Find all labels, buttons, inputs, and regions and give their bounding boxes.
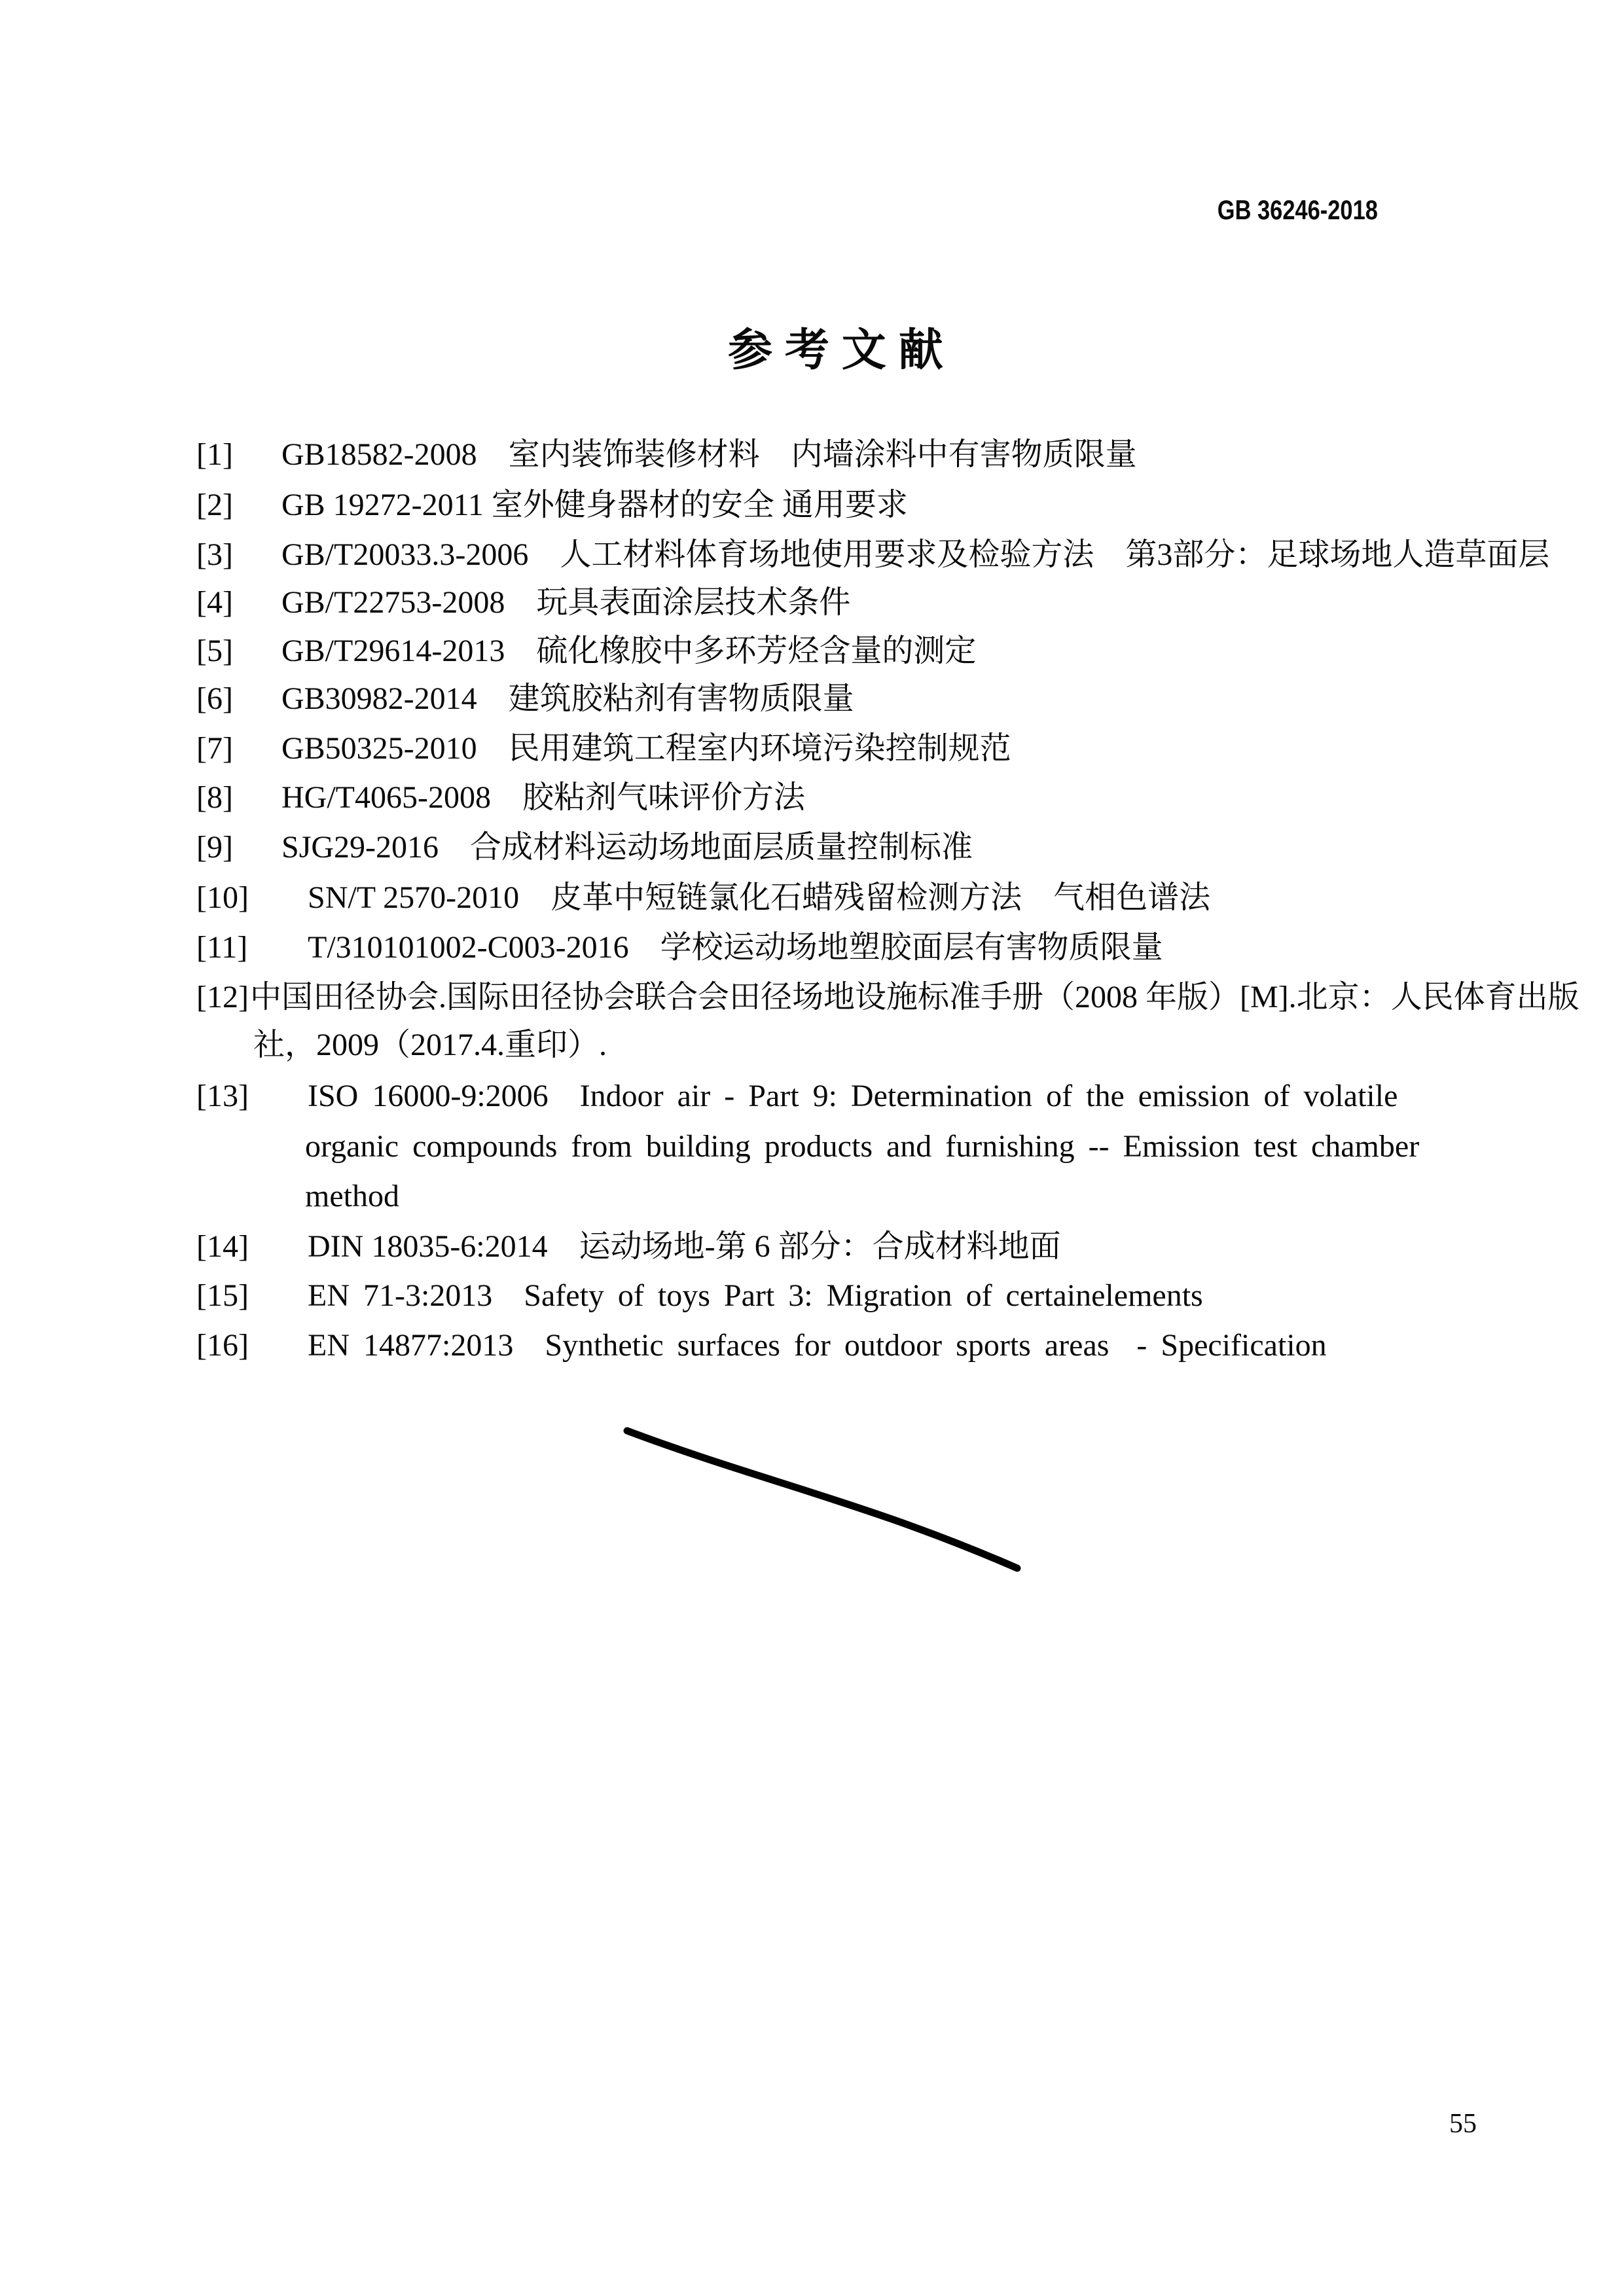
reference-text: SN/T 2570-2010 皮革中短链氯化石蜡残留检测方法 气相色谱法 [308, 880, 1211, 915]
reference-line [0, 823, 1624, 872]
reference-number: [13] [196, 1079, 249, 1113]
reference-text: organic compounds from building products and furnishing -- Emission test chamber [305, 1129, 1420, 1164]
reference-number: [15] [196, 1278, 249, 1313]
reference-number: [9] [196, 830, 233, 865]
reference-line [0, 773, 1624, 823]
reference-line [0, 430, 1624, 480]
reference-number: [7] [196, 731, 233, 766]
reference-number: [1] [196, 437, 233, 472]
reference-text: GB/T20033.3-2006 人工材料体育场地使用要求及检验方法 第3部分：足球场地人造草面层 [281, 537, 1550, 572]
reference-continuation-line [0, 1172, 1624, 1221]
reference-line [0, 1222, 1624, 1272]
reference-text: GB 19272-2011 室外健身器材的安全 通用要求 [281, 488, 908, 522]
reference-line [0, 578, 1624, 628]
reference-line [0, 1071, 1624, 1121]
reference-number: [3] [196, 537, 233, 572]
standard-code-header: GB 36246-2018 [1217, 194, 1378, 225]
reference-number: [6] [196, 681, 233, 716]
reference-text: SJG29-2016 合成材料运动场地面层质量控制标准 [281, 830, 973, 865]
reference-line [0, 626, 1624, 676]
reference-continuation-line [0, 1020, 1624, 1070]
reference-text: DIN 18035-6:2014 运动场地-第 6 部分：合成材料地面 [308, 1229, 1061, 1264]
reference-text: GB/T29614-2013 硫化橡胶中多环芳烃含量的测定 [281, 634, 977, 668]
reference-number: [4] [196, 585, 233, 620]
reference-line [0, 923, 1624, 973]
page-number: 55 [1449, 2109, 1477, 2139]
reference-text: EN 71-3:2013 Safety of toys Part 3: Migration of certainelements [308, 1278, 1203, 1313]
reference-text: ISO 16000-9:2006 Indoor air - Part 9: Determination of the emission of volatile [308, 1079, 1398, 1113]
reference-number: [16] [196, 1328, 249, 1363]
reference-number: [5] [196, 634, 233, 668]
reference-text: GB18582-2008 室内装饰装修材料 内墙涂料中有害物质限量 [281, 437, 1137, 472]
bibliography-heading: 参 考 文 献 [728, 325, 943, 375]
reference-line [0, 1271, 1624, 1321]
reference-line [0, 973, 1624, 1022]
reference-text: 中国田径协会.国际田径协会联合会田径场地设施标准手册（2008 年版）[M].北京：人民体育出版 [250, 980, 1579, 1014]
reference-text: GB/T22753-2008 玩具表面涂层技术条件 [281, 585, 851, 620]
reference-text: T/310101002-C003-2016 学校运动场地塑胶面层有害物质限量 [308, 930, 1163, 965]
reference-line [0, 530, 1624, 580]
reference-number: [14] [196, 1229, 249, 1264]
reference-text: 社，2009（2017.4.重印）. [253, 1028, 607, 1062]
reference-number: [12] [196, 980, 249, 1014]
reference-line [0, 724, 1624, 774]
reference-text: HG/T4065-2008 胶粘剂气味评价方法 [281, 780, 805, 815]
reference-number: [2] [196, 488, 233, 522]
reference-text: GB30982-2014 建筑胶粘剂有害物质限量 [281, 681, 854, 716]
reference-number: [10] [196, 880, 249, 915]
reference-text: GB50325-2010 民用建筑工程室内环境污染控制规范 [281, 731, 1011, 766]
reference-line [0, 480, 1624, 530]
reference-text: method [305, 1179, 399, 1213]
reference-number: [8] [196, 780, 233, 815]
reference-number: [11] [196, 930, 248, 965]
reference-line [0, 674, 1624, 724]
reference-line [0, 1321, 1624, 1371]
reference-text: EN 14877:2013 Synthetic surfaces for outdoor sports areas - Specification [308, 1328, 1327, 1363]
reference-continuation-line [0, 1122, 1624, 1172]
reference-line [0, 873, 1624, 923]
